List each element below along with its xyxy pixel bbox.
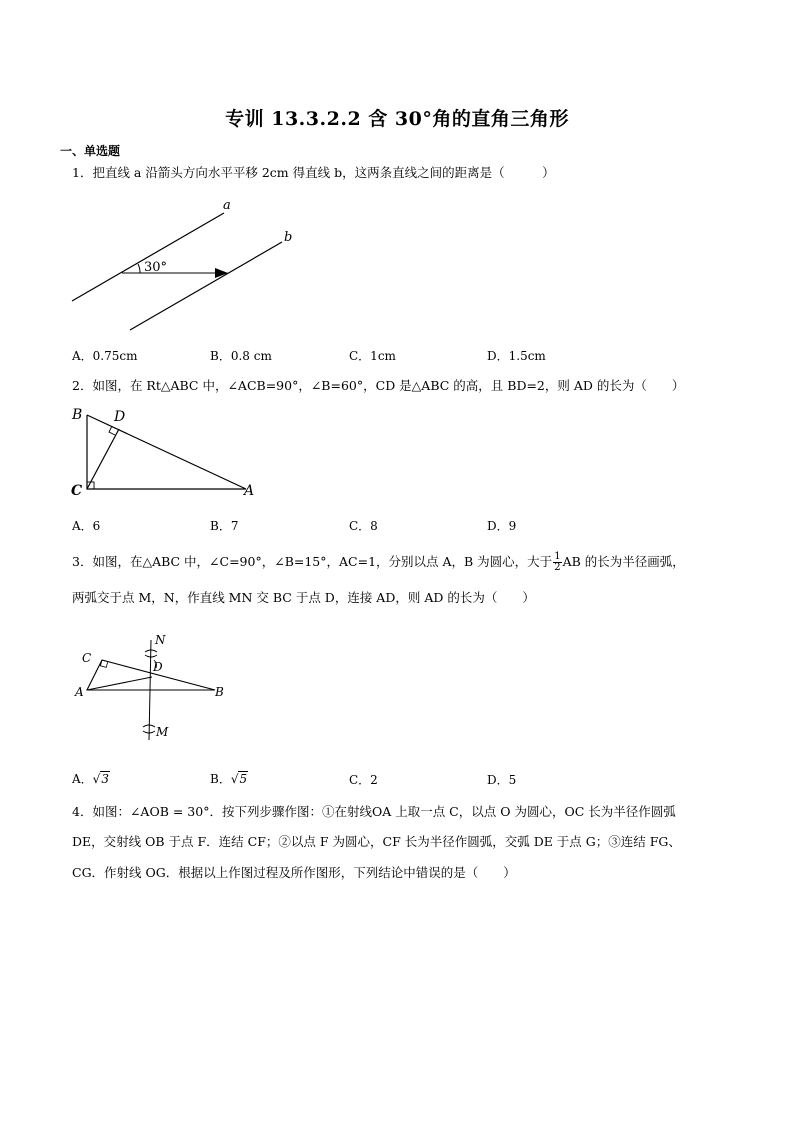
q3-option-b[interactable] (210, 770, 248, 787)
question-3-line-1 (72, 552, 685, 573)
label-c: C (71, 483, 83, 499)
label-a: A (244, 483, 255, 499)
fraction-one-half (553, 552, 561, 573)
line-a (72, 213, 224, 301)
q1-option-b[interactable]: B．0.8 cm (210, 349, 272, 363)
option-prefix: B． (210, 772, 231, 786)
frac-denominator: 2 (554, 562, 561, 573)
label-d: D (114, 409, 126, 425)
label-c: C (82, 651, 92, 665)
question-1-figure (60, 195, 310, 340)
page-title: 专训 13.3.2.2 含 30°角的直角三角形 (225, 108, 569, 130)
q1-option-c[interactable]: C．1cm (349, 349, 396, 363)
label-d: D (153, 660, 163, 674)
q2-option-b[interactable]: B．7 (210, 519, 239, 533)
sqrt-5: √5 (230, 772, 248, 786)
q3-option-a[interactable] (72, 770, 110, 787)
label-a: A (75, 685, 84, 699)
q3-text-b: AB 的长为半径画弧， (562, 554, 685, 569)
q2-option-d[interactable]: D．9 (487, 519, 517, 533)
angle-label: 30° (144, 260, 168, 275)
q3-text-a: 3．如图，在△ABC 中，∠C=90°，∠B=15°，AC=1，分别以点 A，B 为圆心，大于 (72, 554, 553, 569)
label-n: N (155, 633, 166, 647)
line-b (130, 242, 282, 330)
question-4-line-1: 4．如图：∠AOB = 30°．按下列步骤作图：①在射线OA 上取一点 C，以点 O 为圆心，OC 长为半径作圆弧 (72, 804, 676, 819)
triangle-abc (87, 415, 246, 489)
question-2-text: 2．如图，在 Rt△ABC 中，∠ACB=90°，∠B=60°，CD 是△ABC 的高，且 BD=2，则 AD 的长为（ ） (72, 378, 685, 393)
question-1-text: 1．把直线 a 沿箭头方向水平平移 2cm 得直线 b，这两条直线之间的距离是（ ） (72, 165, 555, 180)
q1-option-a[interactable]: A．0.75cm (72, 349, 138, 363)
angle-arc (138, 264, 140, 273)
q1-option-d[interactable]: D．1.5cm (487, 349, 546, 363)
radicand: 3 (101, 772, 109, 786)
question-4-line-3: CG．作射线 OG．根据以上作图过程及所作图形，下列结论中错误的是（ ） (72, 865, 516, 880)
label-m: M (156, 725, 169, 739)
label-b: B (72, 407, 83, 423)
q2-option-a[interactable]: A．6 (72, 519, 101, 533)
question-3-line-2: 两弧交于点 M，N，作直线 MN 交 BC 于点 D，连接 AD，则 AD 的长为（ ） (72, 590, 535, 605)
label-b: b (284, 230, 293, 245)
question-2-figure (68, 403, 268, 503)
frac-numerator: 1 (554, 551, 561, 562)
radicand: 5 (239, 772, 248, 786)
sqrt-3: √3 (92, 772, 109, 786)
label-a: a (223, 198, 231, 213)
question-4-line-2: DE，交射线 OB 于点 F．连结 CF；②以点 F 为圆心，CF 长为半径作圆弧，交弧 DE 于点 G；③连结 FG、 (72, 834, 681, 849)
q3-option-c[interactable]: C．2 (349, 773, 378, 787)
altitude-cd (87, 429, 119, 489)
q2-option-c[interactable]: C．8 (349, 519, 378, 533)
question-3-figure (70, 630, 240, 745)
segment-ad (87, 677, 152, 690)
q3-option-d[interactable]: D．5 (487, 773, 517, 787)
section-heading: 一、单选题 (60, 144, 121, 158)
option-prefix: A． (72, 772, 93, 786)
label-b: B (215, 685, 224, 699)
